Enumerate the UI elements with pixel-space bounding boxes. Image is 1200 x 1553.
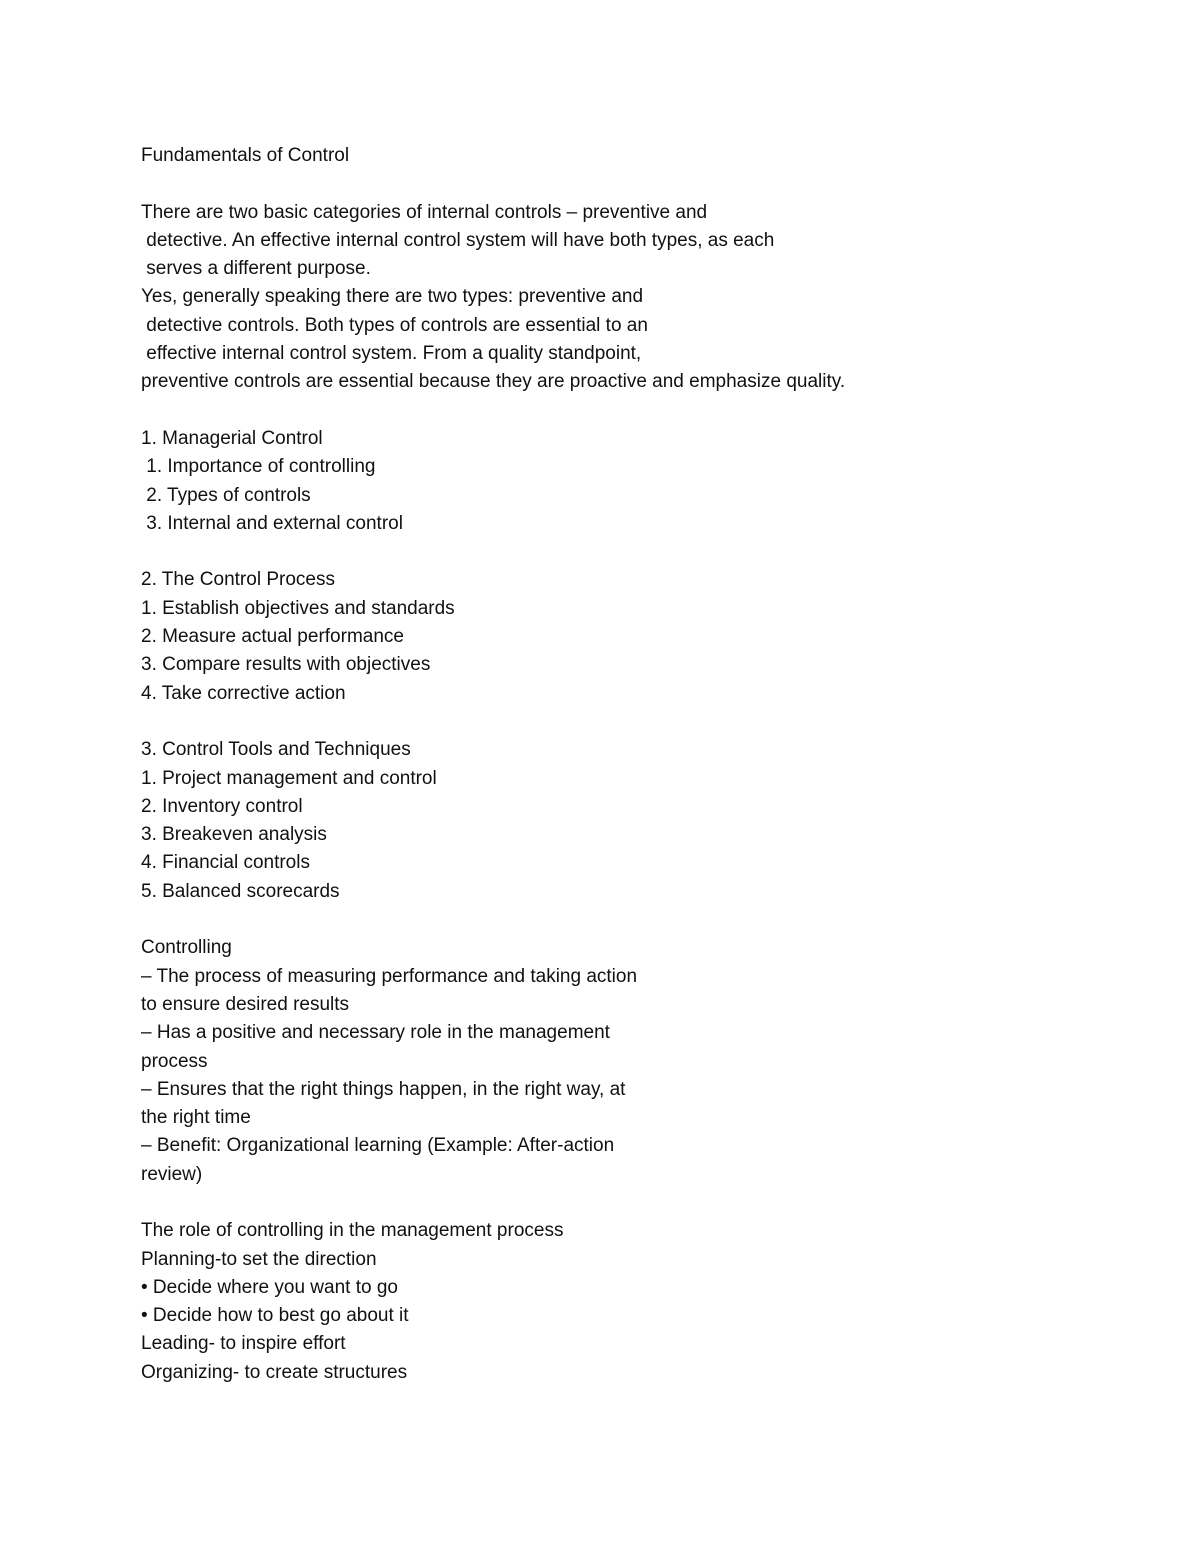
intro-line: detective. An effective internal control system will have both types, as each xyxy=(141,229,775,251)
text-line: – Has a positive and necessary role in the management xyxy=(141,1022,610,1044)
intro-line: preventive controls are essential because they are proactive and emphasize quality. xyxy=(141,371,846,393)
section-heading: The role of controlling in the management process xyxy=(141,1220,564,1242)
list-item: 3. Compare results with objectives xyxy=(141,654,431,676)
spacer xyxy=(141,538,1101,566)
intro-line: serves a different purpose. xyxy=(141,258,371,280)
intro-line: There are two basic categories of internal controls – preventive and xyxy=(141,201,708,223)
list-item: 5. Balanced scorecards xyxy=(141,880,340,902)
list-item: 2. Types of controls xyxy=(141,484,311,506)
intro-line: detective controls. Both types of controls are essential to an xyxy=(141,314,648,336)
intro-line: Yes, generally speaking there are two types: preventive and xyxy=(141,286,644,308)
document-page xyxy=(141,142,1101,1387)
text-line: Leading- to inspire effort xyxy=(141,1333,346,1355)
section-controlling xyxy=(141,934,1101,1189)
list-item: 3. Breakeven analysis xyxy=(141,824,327,846)
bullet-item: • Decide how to best go about it xyxy=(141,1305,409,1327)
list-item: 2. Inventory control xyxy=(141,795,303,817)
spacer xyxy=(141,397,1101,425)
text-line: – The process of measuring performance and taking action xyxy=(141,965,638,987)
list-item: 3. Internal and external control xyxy=(141,512,403,534)
document-title: Fundamentals of Control xyxy=(141,145,350,166)
text-line: Planning-to set the direction xyxy=(141,1248,377,1270)
list-item: 4. Financial controls xyxy=(141,852,310,874)
text-line: – Ensures that the right things happen, in the right way, at xyxy=(141,1078,626,1100)
text-line: the right time xyxy=(141,1107,251,1129)
spacer xyxy=(141,170,1101,198)
text-line: – Benefit: Organizational learning (Example: After-action xyxy=(141,1135,615,1157)
list-item: 2. Measure actual performance xyxy=(141,626,404,648)
intro-paragraph xyxy=(141,199,1101,397)
spacer xyxy=(141,906,1101,934)
text-line: to ensure desired results xyxy=(141,993,350,1015)
list-item: 1. Project management and control xyxy=(141,767,437,789)
section-role-of-controlling xyxy=(141,1217,1101,1387)
text-line: process xyxy=(141,1050,208,1072)
section-heading: 3. Control Tools and Techniques xyxy=(141,739,411,761)
section-control-process xyxy=(141,566,1101,707)
section-heading: 1. Managerial Control xyxy=(141,427,323,449)
list-item: 1. Establish objectives and standards xyxy=(141,597,455,619)
section-managerial-control xyxy=(141,425,1101,538)
bullet-item: • Decide where you want to go xyxy=(141,1276,398,1298)
section-heading: Controlling xyxy=(141,937,232,959)
spacer xyxy=(141,708,1101,736)
text-line: Organizing- to create structures xyxy=(141,1361,408,1383)
spacer xyxy=(141,1189,1101,1217)
section-heading: 2. The Control Process xyxy=(141,569,335,591)
intro-line: effective internal control system. From a quality standpoint, xyxy=(141,343,642,365)
section-control-tools xyxy=(141,736,1101,906)
text-line: review) xyxy=(141,1163,203,1185)
list-item: 1. Importance of controlling xyxy=(141,456,376,478)
list-item: 4. Take corrective action xyxy=(141,682,346,704)
